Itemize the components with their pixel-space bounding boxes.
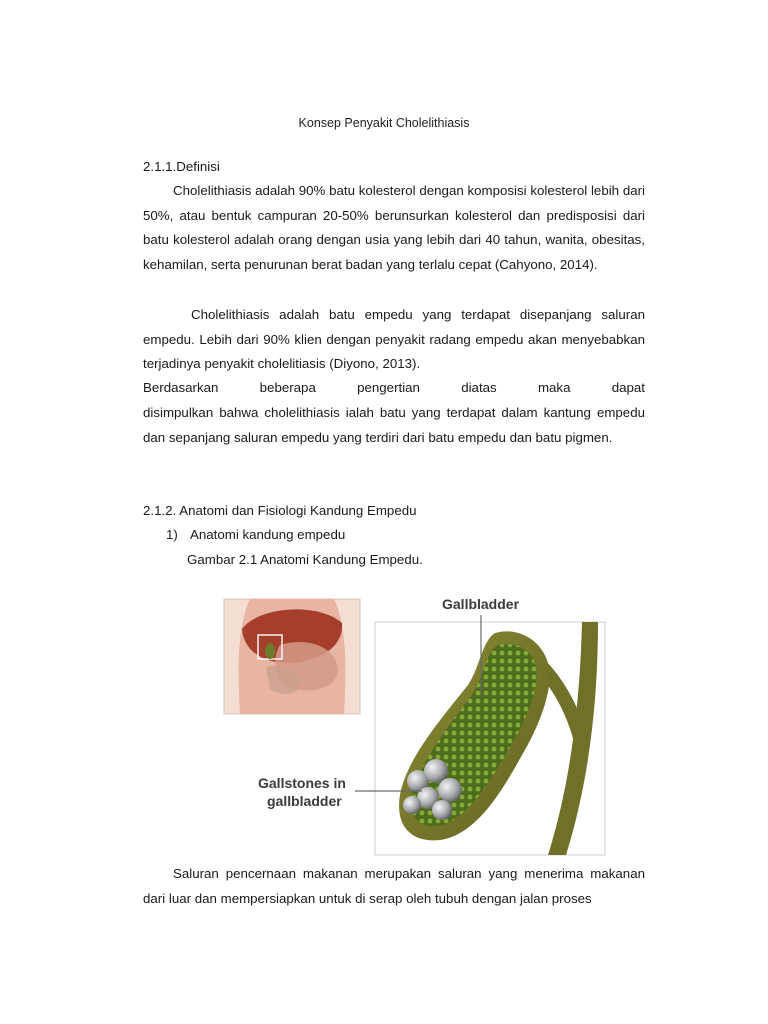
figure-caption: Gambar 2.1 Anatomi Kandung Empedu. — [187, 552, 423, 567]
gallstone — [432, 800, 452, 820]
label-gallstones-line1: Gallstones in — [258, 775, 346, 791]
gallbladder-anatomy-figure — [210, 585, 630, 865]
list-item-anatomi: Anatomi kandung empedu — [190, 527, 346, 542]
gallstone — [438, 778, 462, 802]
page-title: Konsep Penyakit Cholelithiasis — [298, 116, 470, 130]
gallbladder-illustration — [210, 585, 630, 865]
section-heading-definisi: 2.1.1.Definisi — [143, 159, 220, 174]
list-number: 1) — [166, 527, 178, 542]
paragraph-definisi-1: Cholelithiasis adalah 90% batu kolesterol dengan komposisi kolesterol lebih dari 50%, atau bentuk campuran 20-50% berunsurkan kolesterol dan predisposisi dari batu kolesterol adalah orang dengan usia yang lebih dari 40 tahun, wanita, obesitas, kehamilan, serta penurunan berat badan yang terlalu cepat (Cahyono, 2014). — [143, 183, 645, 272]
gallstone — [403, 796, 421, 814]
paragraph-conclusion-line1: Berdasarkan beberapa pengertian diatas maka dapat — [143, 380, 645, 395]
paragraph-definisi-2: Cholelithiasis adalah batu empedu yang terdapat disepanjang saluran empedu. Lebih dari 90% klien dengan penyakit radang empedu akan menyebabkan terjadinya penyakit cholelitiasis (Diyono, 2013). — [143, 307, 645, 371]
paragraph-saluran: Saluran pencernaan makanan merupakan saluran yang menerima makanan dari luar dan mempersiapkan untuk di serap oleh tubuh dengan jalan proses — [143, 866, 645, 906]
paragraph-conclusion: disimpulkan bahwa cholelithiasis ialah batu yang terdapat dalam kantung empedu dan sepanjang saluran empedu yang terdiri dari batu empedu dan batu pigmen. — [143, 405, 645, 445]
torso-inset — [224, 599, 360, 714]
label-gallbladder: Gallbladder — [442, 596, 520, 612]
section-heading-anatomi: 2.1.2. Anatomi dan Fisiologi Kandung Empedu — [143, 503, 417, 518]
label-gallstones-line2: gallbladder — [267, 793, 342, 809]
